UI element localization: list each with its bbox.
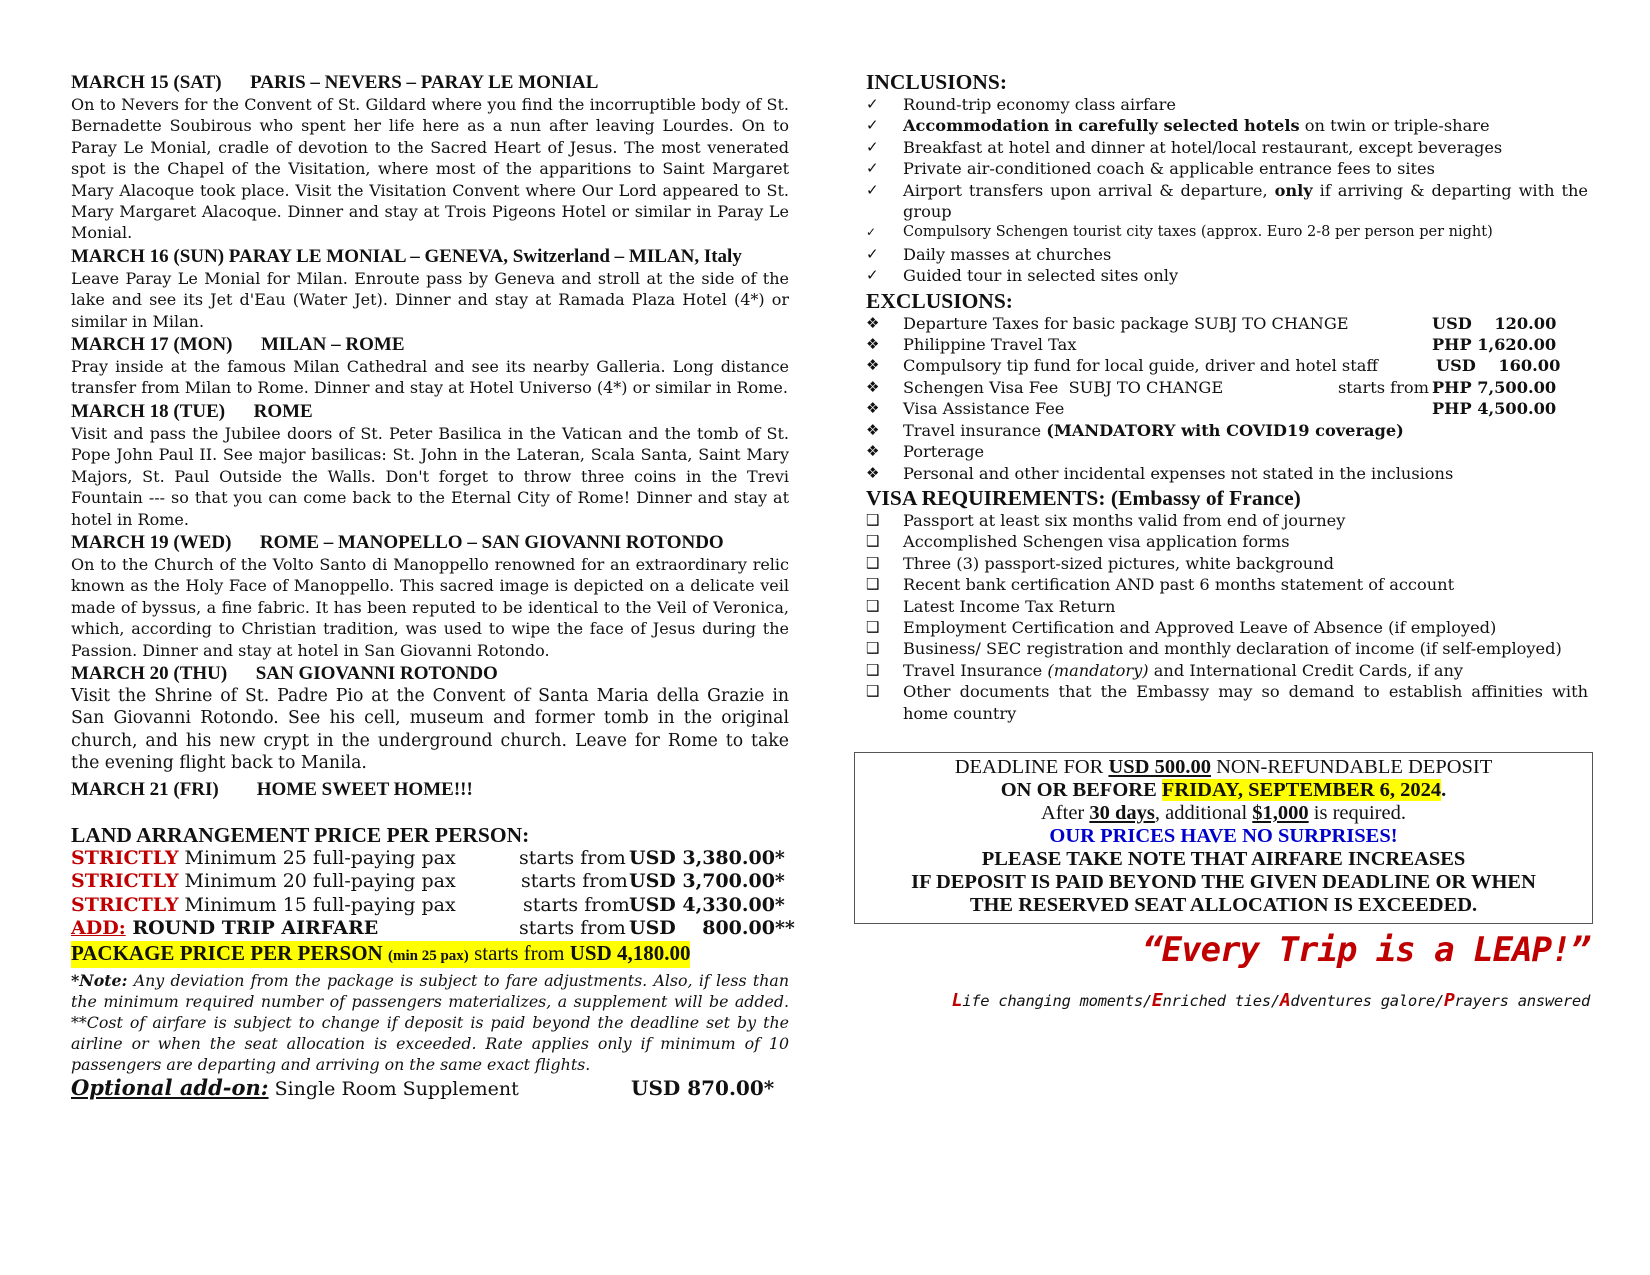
optional-addon: [71, 1075, 789, 1101]
check-icon: ✓: [866, 116, 879, 135]
price-note: [71, 970, 789, 1075]
list-item: [866, 313, 1588, 334]
day-3: [71, 334, 789, 399]
tagline-cap: E: [1151, 990, 1163, 1011]
optional-label: Single Room Supplement: [268, 1077, 519, 1100]
item-text: Round-trip economy class airfare: [903, 95, 1176, 114]
starts-from: starts from: [1338, 377, 1429, 397]
text: After: [1041, 802, 1090, 824]
diamond-bullet-icon: ❖: [866, 377, 880, 396]
inclusions-list: [866, 94, 1588, 287]
diamond-bullet-icon: ❖: [866, 356, 880, 375]
day-description: Leave Paray Le Monial for Milan. Enroute pass by Geneva and stroll at the side of the lake and see its Jet d'Eau (Water Jet). Dinner and stay at Ramada Plaza Hotel (4*) or similar in Milan.: [71, 268, 789, 331]
list-item: [866, 531, 1588, 552]
checkbox-icon: ❑: [866, 660, 880, 679]
optional-key: Optional add-on:: [71, 1074, 269, 1100]
note-text: Any deviation from the package is subject to fare adjustments. Also, if less than the minimum required number of passengers materializes, a supplement will be added. **Cost of airfare is subject to change if deposit is paid beyond the deadline set by the airline or when the seat allocation is exceeded. Rate applies only if minimum of 10 passengers are departing and arriving on the same exact flights.: [71, 970, 789, 1074]
list-item: [866, 510, 1588, 531]
tagline-cap: L: [951, 990, 963, 1011]
check-icon: ✓: [866, 225, 877, 240]
item-text: Personal and other incidental expenses not stated in the inclusions: [903, 463, 1454, 483]
list-item: [866, 158, 1588, 179]
starts-from: starts from: [519, 917, 626, 940]
item-text: Schengen Visa Fee SUBJ TO CHANGE: [903, 377, 1224, 397]
strictly-tag: STRICTLY: [71, 870, 179, 893]
day-6: [71, 663, 789, 775]
list-item: [866, 398, 1588, 419]
list-item: [866, 553, 1588, 574]
no-surprises: OUR PRICES HAVE NO SURPRISES!: [1049, 825, 1398, 847]
check-icon: ✓: [866, 95, 879, 113]
checkbox-icon: ❑: [866, 596, 880, 615]
tagline-text: ife changing moments/: [962, 992, 1152, 1010]
airfare-label: ROUND TRIP AIRFARE: [125, 917, 379, 940]
days: 30 days: [1089, 802, 1155, 824]
diamond-bullet-icon: ❖: [866, 420, 880, 439]
visa-list: [866, 510, 1588, 724]
optional-amount: USD 870.00*: [631, 1075, 775, 1100]
price-amount: USD 4,330.00*: [629, 893, 785, 916]
list-item: [866, 334, 1588, 355]
item-text: Compulsory Schengen tourist city taxes (approx. Euro 2-8 per person per night): [903, 224, 1493, 241]
item-amount: USD 120.00: [1432, 313, 1557, 333]
item-bold: (MANDATORY with COVID19 coverage): [1046, 420, 1404, 440]
list-item: [866, 574, 1588, 595]
diamond-bullet-icon: ❖: [866, 463, 880, 482]
day-description: Visit and pass the Jubilee doors of St. Peter Basilica in the Vatican and the tomb of St. Pope John Paul II. See major basilicas: St. John in the Lateran, Scala Santa, Saint Mary Majors, St. Paul Outside the Walls. Don't forget to throw three coins in the Trevi Fountain --- so that you can come back to the Eternal City of Rome! Dinner and stay at hotel in Rome.: [71, 423, 789, 529]
item-text: on twin or triple-share: [1299, 116, 1490, 136]
diamond-bullet-icon: ❖: [866, 313, 880, 332]
item-text: Travel Insurance: [903, 660, 1048, 680]
list-item: [866, 180, 1588, 223]
price-row: [71, 894, 789, 918]
day-description: On to Nevers for the Convent of St. Gildard where you find the incorruptible body of St. Bernadette Soubirous who spent her life here as a nun after leaving Lourdes. On to Paray Le Monial, cradle of devotion to the Sacred Heart of Jesus. The most venerated spot is the Chapel of the Visitation, where most of the apparitions to Saint Margaret Mary Alacoque took place. Visit the Visitation Convent where Our Lord appeared to St. Mary Margaret Alacoque. Dinner and stay at Trois Pigeons Hotel or similar in Paray Le Monial.: [71, 95, 789, 243]
item-amount: PHP 1,620.00: [1432, 335, 1557, 355]
price-row: [71, 847, 789, 871]
text: .: [1441, 779, 1447, 801]
diamond-bullet-icon: ❖: [866, 399, 880, 418]
strictly-tag: STRICTLY: [71, 893, 179, 916]
day-heading: MARCH 19 (WED) ROME – MANOPELLO – SAN GIOVANNI ROTONDO: [71, 531, 724, 553]
list-item: [866, 355, 1588, 376]
deadline-line-2: [855, 779, 1592, 802]
item-text: and International Credit Cards, if any: [1148, 660, 1464, 680]
package-price: [71, 941, 690, 968]
airfare-amount: USD 800.00**: [629, 917, 795, 940]
text: NON-REFUNDABLE DEPOSIT: [1210, 756, 1493, 778]
item-amount: PHP 7,500.00: [1432, 377, 1557, 397]
package-min: (min 25 pax): [387, 947, 469, 964]
tagline: [900, 990, 1590, 1011]
list-item: [866, 596, 1588, 617]
deadline-box: [854, 752, 1593, 924]
day-5: [71, 532, 789, 661]
text: , additional: [1154, 802, 1253, 824]
checkbox-icon: ❑: [866, 532, 880, 551]
list-item: [866, 617, 1588, 638]
item-italic: (mandatory): [1047, 660, 1149, 680]
deadline-line-3: [855, 802, 1592, 825]
price-row: [71, 870, 789, 894]
price-amount: USD 3,700.00*: [629, 870, 785, 893]
item-text: Philippine Travel Tax: [903, 335, 1077, 355]
list-item: [866, 681, 1588, 724]
item-amount: PHP 4,500.00: [1432, 399, 1557, 419]
day-heading: MARCH 20 (THU) SAN GIOVANNI ROTONDO: [71, 662, 498, 684]
check-icon: ✓: [866, 137, 879, 156]
list-item: [866, 222, 1588, 243]
day-7-heading: MARCH 21 (FRI) HOME SWEET HOME!!!: [71, 778, 473, 800]
item-bold: only: [1274, 180, 1313, 200]
diamond-bullet-icon: ❖: [866, 442, 880, 461]
tagline-text: nriched ties/: [1162, 992, 1280, 1010]
deadline-line-6: IF DEPOSIT IS PAID BEYOND THE GIVEN DEADLINE OR WHEN: [911, 871, 1536, 893]
list-item: [866, 94, 1588, 115]
list-item: [866, 638, 1588, 659]
land-arrangement-title: LAND ARRANGEMENT PRICE PER PERSON:: [71, 822, 530, 847]
visa-title: VISA REQUIREMENTS: (Embassy of France): [866, 485, 1301, 510]
deadline-line-5: PLEASE TAKE NOTE THAT AIRFARE INCREASES: [981, 848, 1466, 870]
airfare-row: [71, 917, 795, 941]
exclusions-list: [866, 313, 1588, 484]
tagline-text: dventures galore/: [1290, 992, 1444, 1010]
package-label: PACKAGE PRICE PER PERSON: [71, 940, 388, 965]
list-item: [866, 441, 1588, 462]
list-item: [866, 420, 1588, 441]
starts-from: starts from: [523, 893, 630, 916]
slogan: “Every Trip is a LEAP!”: [1142, 930, 1590, 970]
item-bold: Accommodation in carefully selected hotels: [903, 116, 1300, 136]
list-item: [866, 137, 1588, 158]
item-text: Accomplished Schengen visa application forms: [903, 532, 1290, 552]
day-heading: MARCH 18 (TUE) ROME: [71, 400, 313, 422]
day-description: On to the Church of the Volto Santo di Manoppello renowned for an extraordinary relic known as the Holy Face of Manoppello. This sacred image is depicted on a delicate veil made of byssus, a fine fabric. It has been reputed to be identical to the Veil of Veronica, which, according to Christian tradition, was used to wipe the face of Jesus during the Passion. Dinner and stay at hotel in San Giovanni Rotondo.: [71, 554, 789, 660]
item-text: Airport transfers upon arrival & departure,: [903, 180, 1275, 200]
day-heading: MARCH 15 (SAT) PARIS – NEVERS – PARAY LE MONIAL: [71, 72, 599, 93]
text: is required.: [1308, 802, 1406, 824]
item-text: Guided tour in selected sites only: [903, 266, 1179, 286]
diamond-bullet-icon: ❖: [866, 335, 880, 354]
day-1: [71, 72, 789, 244]
exclusions-title: EXCLUSIONS:: [866, 288, 1013, 313]
tagline-cap: P: [1443, 990, 1455, 1011]
check-icon: ✓: [866, 180, 879, 199]
item-text: if arriving & departing with the group: [903, 180, 1588, 222]
check-icon: ✓: [866, 159, 879, 178]
tagline-cap: A: [1279, 990, 1291, 1011]
price-amount: USD 3,380.00*: [629, 846, 785, 869]
item-text: Travel insurance: [903, 420, 1047, 440]
item-text: Private air-conditioned coach & applicable entrance fees to sites: [903, 159, 1435, 179]
day-description: Pray inside at the famous Milan Cathedral and see its nearby Galleria. Long distance transfer from Milan to Rome. Dinner and stay at Hotel Universo (4*) or similar in Rome.: [71, 357, 789, 398]
inclusions-title: INCLUSIONS:: [866, 70, 1007, 94]
item-amount: USD 160.00: [1436, 356, 1561, 376]
item-text: Latest Income Tax Return: [903, 596, 1116, 616]
checkbox-icon: ❑: [866, 617, 880, 636]
item-text: Porterage: [903, 442, 985, 462]
itinerary-column: [71, 70, 795, 1101]
item-text: Employment Certification and Approved Leave of Absence (if employed): [903, 617, 1497, 637]
price-label: Minimum 15 full-paying pax: [178, 893, 456, 916]
note-key: *Note:: [71, 970, 128, 990]
text: DEADLINE FOR: [954, 756, 1109, 778]
day-heading: MARCH 16 (SUN) PARAY LE MONIAL – GENEVA, Switzerland – MILAN, Italy: [71, 245, 742, 267]
deadline-date: FRIDAY, SEPTEMBER 6, 2024: [1161, 779, 1442, 801]
list-item: [866, 463, 1588, 484]
list-item: [866, 115, 1588, 136]
item-text: Daily masses at churches: [903, 244, 1112, 264]
list-item: [866, 244, 1588, 265]
item-text: Recent bank certification AND past 6 months statement of account: [903, 575, 1455, 595]
item-text: Compulsory tip fund for local guide, driver and hotel staff: [903, 356, 1378, 376]
checkbox-icon: ❑: [866, 553, 880, 572]
starts-from: starts from: [521, 870, 628, 893]
deposit-amount: USD 500.00: [1108, 756, 1211, 778]
item-text: Departure Taxes for basic package SUBJ TO CHANGE: [903, 313, 1349, 333]
item-text: Breakfast at hotel and dinner at hotel/local restaurant, except beverages: [903, 137, 1503, 157]
starts-from: starts from: [519, 846, 626, 869]
checkbox-icon: ❑: [866, 575, 880, 594]
info-column: [866, 70, 1588, 724]
list-item: [866, 660, 1588, 681]
item-text: Other documents that the Embassy may so demand to establish affinities with home country: [903, 682, 1588, 723]
package-starts: starts from: [468, 940, 570, 965]
check-icon: ✓: [866, 244, 879, 263]
list-item: [866, 377, 1588, 398]
day-heading: MARCH 17 (MON) MILAN – ROME: [71, 334, 405, 356]
item-text: Three (3) passport-sized pictures, white background: [903, 553, 1334, 573]
day-2: [71, 246, 789, 332]
checkbox-icon: ❑: [866, 510, 880, 529]
additional-amount: $1,000: [1252, 802, 1309, 824]
item-text: Passport at least six months valid from end of journey: [903, 510, 1346, 530]
checkbox-icon: ❑: [866, 639, 880, 658]
strictly-tag: STRICTLY: [71, 846, 179, 869]
deadline-line-1: [855, 756, 1592, 779]
tagline-text: rayers answered: [1454, 992, 1590, 1010]
item-text: Business/ SEC registration and monthly declaration of income (if self-employed): [903, 639, 1562, 659]
add-tag: ADD:: [71, 917, 126, 940]
check-icon: ✓: [866, 266, 879, 285]
checkbox-icon: ❑: [866, 682, 880, 701]
list-item: [866, 265, 1588, 286]
text: ON OR BEFORE: [1000, 779, 1162, 801]
item-text: Visa Assistance Fee: [903, 399, 1065, 419]
price-label: Minimum 25 full-paying pax: [178, 846, 456, 869]
day-4: [71, 401, 789, 530]
day-description: Visit the Shrine of St. Padre Pio at the Convent of Santa Maria della Grazie in San Giovanni Rotondo. See his cell, museum and former tomb in the original church, and his new crypt in the underground church. Leave for Rome to take the evening flight back to Manila.: [71, 685, 789, 774]
deadline-line-7: THE RESERVED SEAT ALLOCATION IS EXCEEDED.: [969, 894, 1478, 916]
package-amount: USD 4,180.00: [569, 940, 691, 965]
price-label: Minimum 20 full-paying pax: [178, 870, 456, 893]
